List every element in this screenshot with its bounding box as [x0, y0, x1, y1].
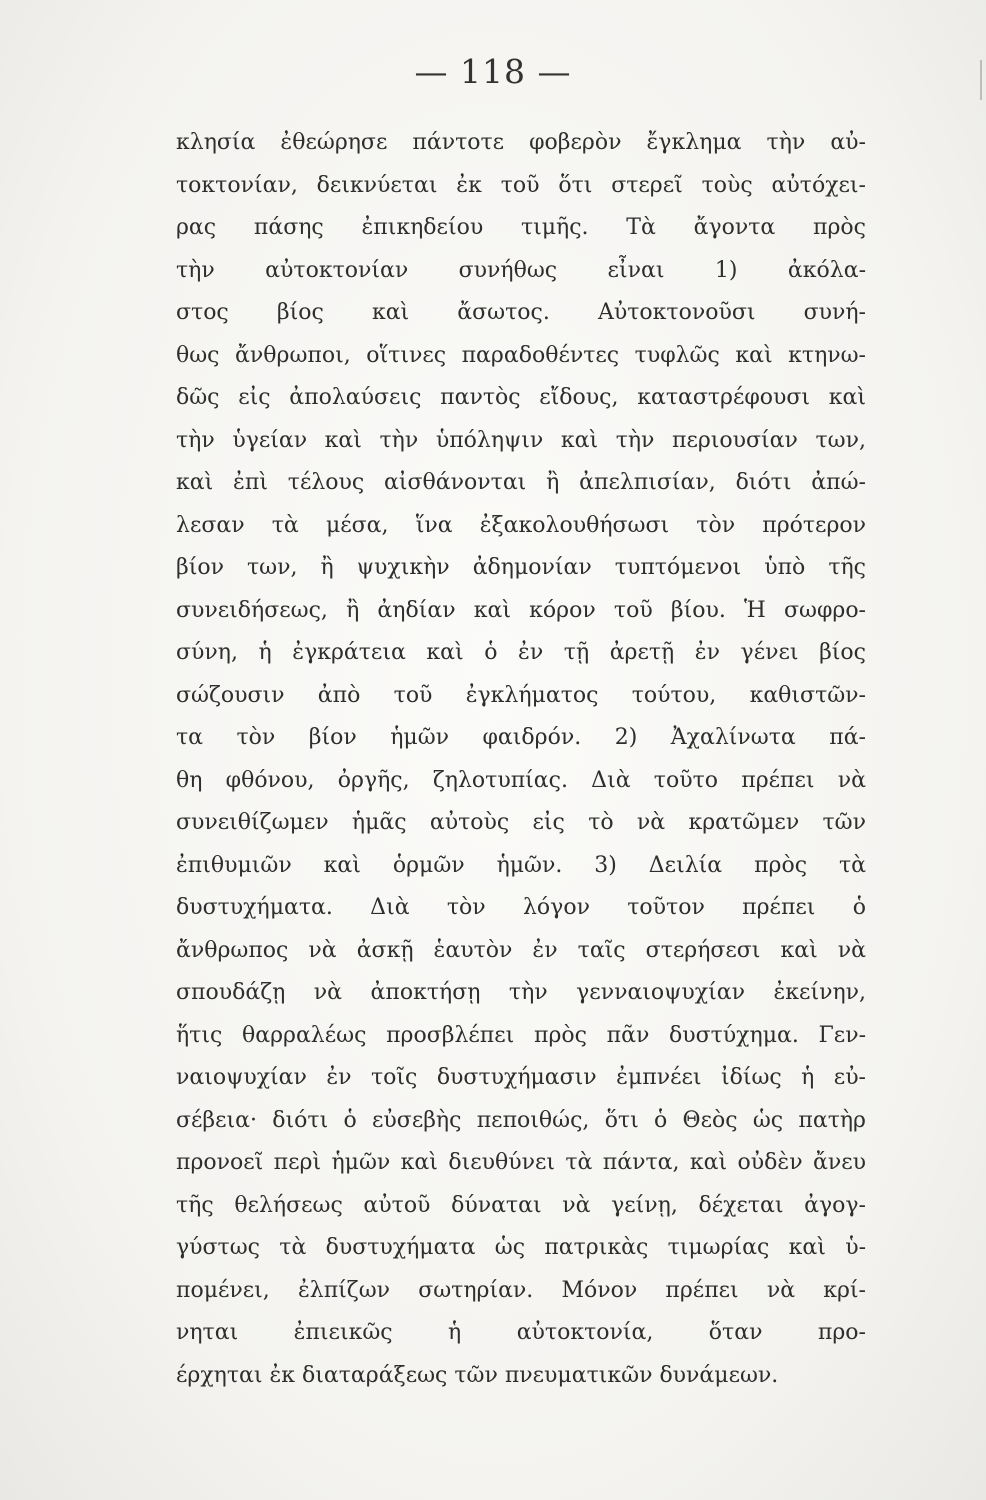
text-line: συνειθίζωμεν ἡμᾶς αὐτοὺς εἰς τὸ νὰ κρατῶμεν τῶν — [176, 810, 866, 835]
text-line: τὴν ὑγείαν καὶ τὴν ὑπόληψιν καὶ τὴν περιουσίαν των, — [176, 427, 866, 453]
text-line: σύνη, ἡ ἐγκράτεια καὶ ὁ ἐν τῇ ἀρετῇ ἐν γένει βίος — [176, 640, 866, 665]
text-line: συνειδήσεως, ἢ ἀηδίαν καὶ κόρον τοῦ βίου. Ἡ σωφρο- — [176, 597, 866, 623]
text-line: τα τὸν βίον ἡμῶν φαιδρόν. 2) Ἀχαλίνωτα πά- — [176, 725, 866, 750]
text-line: σπουδάζῃ νὰ ἀποκτήσῃ τὴν γενναιοψυχίαν ἐκείνην, — [176, 980, 866, 1005]
text-line: ναιοψυχίαν ἐν τοῖς δυστυχήμασιν ἐμπνέει ἰδίως ἡ εὐ- — [176, 1065, 866, 1090]
text-line: τῆς θελήσεως αὐτοῦ δύναται νὰ γείνῃ, δέχεται ἀγογ- — [176, 1192, 866, 1218]
text-line: τὴν αὐτοκτονίαν συνήθως εἶναι 1) ἀκόλα- — [176, 257, 866, 283]
text-line: ἐπιθυμιῶν καὶ ὁρμῶν ἡμῶν. 3) Δειλία πρὸς τὰ — [176, 852, 866, 878]
text-line: ἥτις θαρραλέως προσβλέπει πρὸς πᾶν δυστύχημα. Γεν- — [176, 1022, 866, 1048]
text-line: τοκτονίαν, δεικνύεται ἐκ τοῦ ὅτι στερεῖ τοὺς αὐτόχει- — [176, 172, 866, 198]
text-line: δυστυχήματα. Διὰ τὸν λόγον τοῦτον πρέπει ὁ — [176, 895, 866, 920]
text-line: νηται ἐπιεικῶς ἡ αὐτοκτονία, ὅταν προ- — [176, 1320, 866, 1345]
text-line: σέβεια· διότι ὁ εὐσεβὴς πεποιθώς, ὅτι ὁ Θεὸς ὡς πατὴρ — [176, 1107, 866, 1133]
text-line: θη φθόνου, ὀργῆς, ζηλοτυπίας. Διὰ τοῦτο πρέπει νὰ — [176, 767, 866, 793]
text-line: θως ἄνθρωποι, οἵτινες παραδοθέντες τυφλῶς καὶ κτηνω- — [176, 342, 866, 368]
text-line: λεσαν τὰ μέσα, ἵνα ἐξακολουθήσωσι τὸν πρότερον — [176, 512, 866, 538]
text-line: καὶ ἐπὶ τέλους αἰσθάνονται ἢ ἀπελπισίαν, διότι ἀπώ- — [176, 470, 866, 495]
body-text — [176, 122, 866, 1397]
text-line: δῶς εἰς ἀπολαύσεις παντὸς εἴδους, καταστρέφουσι καὶ — [176, 385, 866, 410]
text-line: σώζουσιν ἀπὸ τοῦ ἐγκλήματος τούτου, καθιστῶν- — [176, 682, 866, 708]
text-line: πομένει, ἐλπίζων σωτηρίαν. Μόνον πρέπει νὰ κρί- — [176, 1277, 866, 1303]
text-line: γύστως τὰ δυστυχήματα ὡς πατρικὰς τιμωρίας καὶ ὑ- — [176, 1235, 866, 1260]
text-line: προνοεῖ περὶ ἡμῶν καὶ διευθύνει τὰ πάντα, καὶ οὐδὲν ἄνευ — [176, 1150, 866, 1175]
text-line: ἄνθρωπος νὰ ἀσκῇ ἑαυτὸν ἐν ταῖς στερήσεσι καὶ νὰ — [176, 937, 866, 963]
text-line: ρας πάσης ἐπικηδείου τιμῆς. Τὰ ἄγοντα πρὸς — [176, 215, 866, 240]
text-line: κλησία ἐθεώρησε πάντοτε φοβερὸν ἔγκλημα τὴν αὐ- — [176, 130, 866, 155]
page-number: — 118 — — [414, 52, 572, 91]
text-line: έρχηται ἐκ διαταράξεως τῶν πνευματικῶν δυνάμεων. — [176, 1362, 779, 1388]
text-line: στος βίος καὶ ἄσωτος. Αὐτοκτονοῦσι συνή- — [176, 300, 866, 325]
text-line: βίον των, ἢ ψυχικὴν ἀδημονίαν τυπτόμενοι ὑπὸ τῆς — [176, 555, 866, 580]
